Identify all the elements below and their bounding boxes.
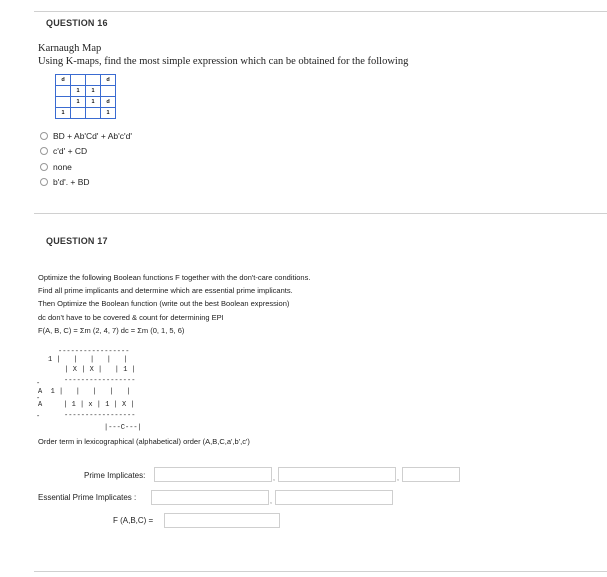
kmap-row — [56, 75, 116, 86]
kmap-title: Karnaugh Map — [38, 43, 102, 54]
question-16-heading: QUESTION 16 — [46, 18, 108, 28]
kmap-cell — [71, 75, 86, 86]
f-abc-label: F (A,B,C) = — [113, 516, 154, 525]
question-line: Then Optimize the Boolean function (write out the best Boolean expression) — [38, 299, 290, 309]
map-line: 1 | | | | | — [48, 356, 128, 364]
kmap-row — [56, 97, 116, 108]
kmap-cell — [86, 75, 101, 86]
kmap-cell: d — [101, 75, 116, 86]
separator: , — [397, 475, 399, 482]
kmap-cell: 1 — [86, 86, 101, 97]
kmap-cell: d — [56, 75, 71, 86]
essential-implicate-input-1[interactable] — [151, 490, 269, 505]
map-line: ----------------- — [64, 377, 136, 385]
kmap-cell — [101, 86, 116, 97]
map-line: A | 1 | x | 1 | X | — [38, 401, 135, 409]
side-mark: - — [36, 395, 41, 403]
map-line: | X | X | | 1 | — [56, 366, 136, 374]
question-line: Optimize the following Boolean functions F together with the don't-care conditions. — [38, 273, 311, 282]
kmap-cell: 1 — [71, 86, 86, 97]
kmap-cell: 1 — [71, 97, 86, 108]
prime-implicate-input-1[interactable] — [154, 467, 272, 482]
separator: , — [273, 475, 275, 482]
kmap-instruction: Using K-maps, find the most simple expression which can be obtained for the following — [38, 56, 409, 67]
kmap-cell: 1 — [86, 97, 101, 108]
radio-button[interactable] — [40, 178, 48, 186]
radio-button[interactable] — [40, 132, 48, 140]
separator: , — [270, 498, 272, 505]
kmap-cell — [56, 86, 71, 97]
prime-implicate-input-3[interactable] — [402, 467, 460, 482]
side-mark: - — [36, 380, 41, 388]
kmap-cell — [56, 97, 71, 108]
question-17-heading: QUESTION 17 — [46, 236, 108, 246]
map-line: |---C---| — [104, 424, 142, 432]
kmap-cell: d — [101, 97, 116, 108]
question-line: Find all prime implicants and determine which are essential prime implicants. — [38, 286, 293, 296]
f-abc-input[interactable] — [164, 513, 280, 528]
answer-option-4[interactable] — [40, 175, 132, 191]
question-divider — [34, 213, 607, 214]
kmap-row — [56, 86, 116, 97]
option-label: none — [53, 161, 72, 172]
kmap-cell: 1 — [101, 108, 116, 119]
answer-options — [40, 128, 132, 190]
radio-button[interactable] — [40, 147, 48, 155]
answer-option-2[interactable] — [40, 144, 132, 160]
question-17-text — [38, 271, 310, 337]
kmap-cell — [71, 108, 86, 119]
answer-option-3[interactable] — [40, 159, 132, 175]
bottom-divider — [34, 571, 607, 572]
prime-implicates-label: Prime Implicates: — [84, 471, 146, 480]
kmap-row — [56, 108, 116, 119]
map-line: A 1 | | | | | — [38, 388, 131, 396]
map-line: ----------------- — [58, 348, 130, 356]
radio-button[interactable] — [40, 163, 48, 171]
function-definition: F(A, B, C) = Σm (2, 4, 7) dc = Σm (0, 1, 5, 6) — [38, 325, 185, 335]
top-divider — [34, 11, 607, 12]
karnaugh-map — [55, 74, 116, 119]
prime-implicate-input-2[interactable] — [278, 467, 396, 482]
map-line: ----------------- — [64, 412, 136, 420]
order-note: Order term in lexicographical (alphabetical) order (A,B,C,a',b',c') — [38, 437, 250, 446]
kmap-cell — [86, 108, 101, 119]
kmap-cell: 1 — [56, 108, 71, 119]
answer-option-1[interactable] — [40, 128, 132, 144]
question-line: dc don't have to be covered & count for determining EPI — [38, 312, 224, 322]
option-label: BD + Ab'Cd' + Ab'c'd' — [53, 130, 132, 141]
option-label: b'd'. + BD — [53, 177, 90, 188]
side-mark: - — [36, 413, 41, 421]
essential-prime-implicates-label: Essential Prime Implicates : — [38, 493, 137, 502]
essential-implicate-input-2[interactable] — [275, 490, 393, 505]
option-label: c'd' + CD — [53, 146, 88, 157]
